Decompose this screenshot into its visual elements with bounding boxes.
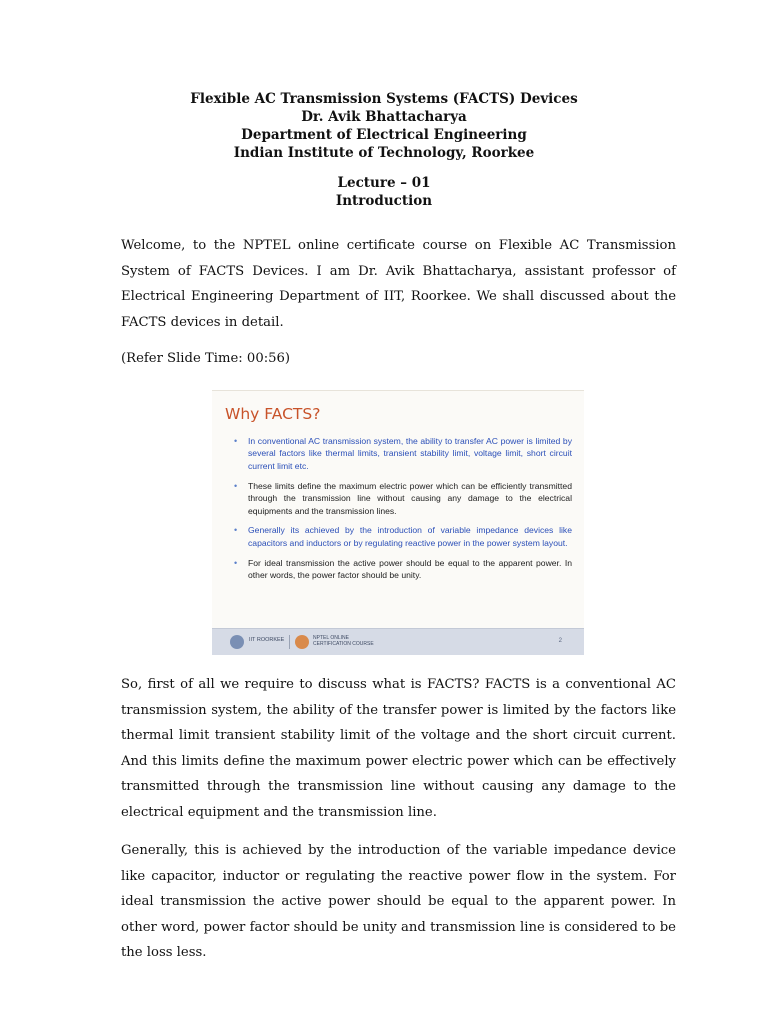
footer-divider <box>289 635 290 649</box>
slide-bullet: • In conventional AC transmission system, the ability to transfer AC power is limited by several factors like thermal limits, transient stability limit, voltage limit, short circuit current limit etc. <box>234 436 572 471</box>
lecture-topic: Introduction <box>335 193 433 209</box>
slide-bullet-list <box>234 435 572 589</box>
paragraph-variable-impedance: Generally, this is achieved by the introduction of the variable impedance device like capacitor, inductor or regulating the reactive power flow in the system. For ideal transmission the active power should be equal to the apparent power. In other word, power factor should be unity and transmission line is considered to be the loss less. <box>121 843 676 960</box>
slide-bullet: • These limits define the maximum electric power which can be efficiently transmitted through the transmission line without causing any damage to the electrical equipments and the transmission lines. <box>234 480 572 516</box>
footer-nptel-text: NPTEL ONLINE CERTIFICATION COURSE <box>313 635 374 647</box>
bullet-icon: • <box>234 480 238 491</box>
lecture-slide-image <box>212 390 584 655</box>
slide-bullet: • Generally its achieved by the introduction of variable impedance devices like capacitors and inductors or by regulating reactive power in the power system layout. <box>234 525 572 548</box>
iit-logo-icon <box>230 635 244 649</box>
bullet-icon: • <box>234 525 238 536</box>
lecture-number: Lecture – 01 <box>337 175 431 191</box>
nptel-logo-icon <box>295 635 309 649</box>
refer-slide-time: (Refer Slide Time: 00:56) <box>121 351 291 366</box>
course-title: Flexible AC Transmission Systems (FACTS) Devices <box>190 91 578 107</box>
slide-footer <box>212 628 584 655</box>
intro-paragraph: Welcome, to the NPTEL online certificate course on Flexible AC Transmission System of FACTS Devices. I am Dr. Avik Bhattacharya, assistant professor of Electrical Engineering Department of IIT, Roorkee. We shall discussed about the FACTS devices in detail. <box>121 238 676 330</box>
paragraph-what-is-facts: So, first of all we require to discuss what is FACTS? FACTS is a conventional AC transmission system, the ability of the transfer power is limited by the factors like thermal limit transient stability limit of the voltage and the short circuit current. And this limits define the maximum power electric power which can be effectively transmitted through the transmission line without causing any damage to the electrical equipment and the transmission line. <box>121 677 676 820</box>
slide-page-number: 2 <box>558 638 562 644</box>
footer-iit-text: IIT ROORKEE <box>249 637 285 643</box>
bullet-icon: • <box>234 436 238 446</box>
slide-title: Why FACTS? <box>225 405 321 423</box>
department: Department of Electrical Engineering <box>241 127 527 143</box>
institute: Indian Institute of Technology, Roorkee <box>233 145 535 161</box>
author-name: Dr. Avik Bhattacharya <box>301 109 467 125</box>
bullet-icon: • <box>234 557 238 568</box>
slide-bullet: • For ideal transmission the active power should be equal to the apparent power. In other words, the power factor should be unity. <box>234 557 572 581</box>
